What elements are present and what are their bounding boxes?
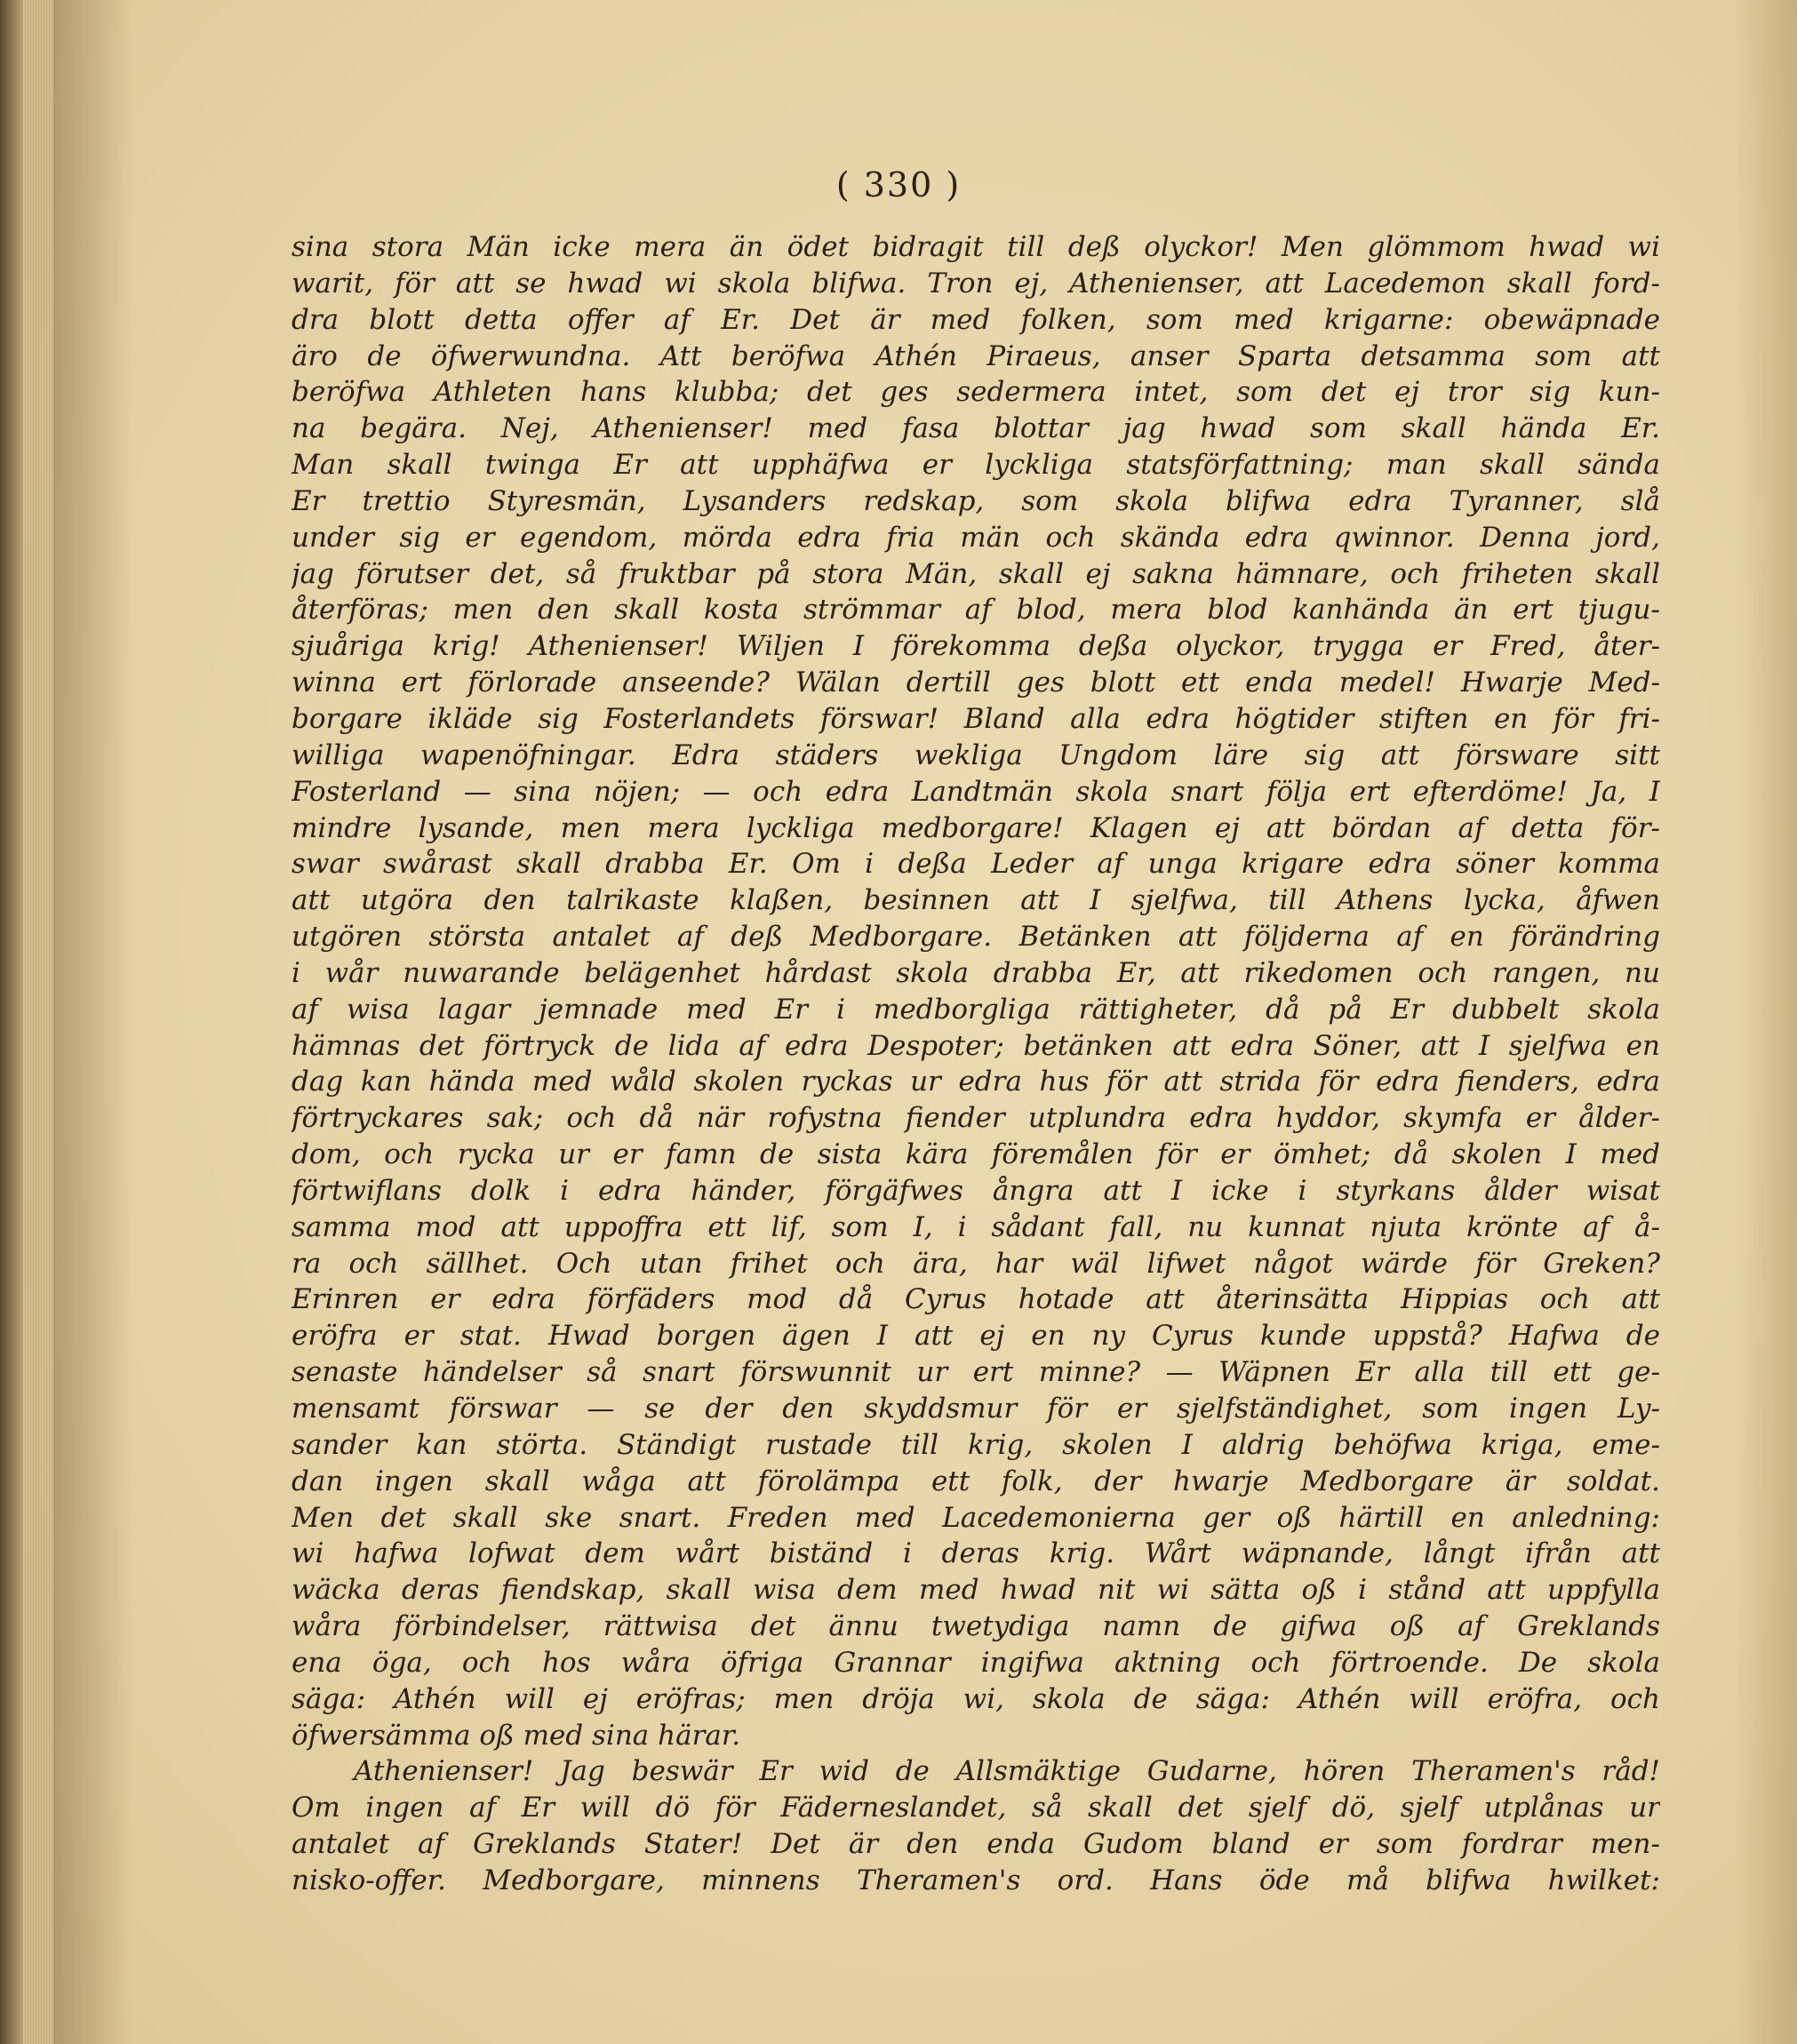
text-line: utgören största antalet af deß Medborgare. Betänken att följderna af en förändring <box>292 921 1660 954</box>
text-line: beröfwa Athleten hans klubba; det ges sedermera intet, som det ej tror sig kun- <box>292 376 1660 409</box>
text-line: Er trettio Styresmän, Lysanders redskap, som skola blifwa edra Tyranner, slå <box>292 484 1660 517</box>
text-line: wåra förbindelser, rättwisa det ännu twetydiga namn de gifwa oß af Greklands <box>292 1610 1660 1643</box>
text-line: winna ert förlorade anseende? Wälan dertill ges blott ett enda medel! Hwarje Med- <box>292 667 1660 699</box>
text-line: äro de öfwerwundna. Att beröfwa Athén Piraeus, anser Sparta detsamma som att <box>292 339 1660 372</box>
text-line: mindre lysande, men mera lyckliga medborgare! Klagen ej att bördan af detta för- <box>292 811 1660 844</box>
text-line: eröfra er stat. Hwad borgen ägen I att ej en ny Cyrus kunde uppstå? Hafwa de <box>292 1320 1660 1353</box>
text-line: hämnas det förtryck de lida af edra Despoter; betänken att edra Söner, att I sjelfwa en <box>292 1029 1660 1062</box>
text-line: Om ingen af Er will dö för Fäderneslandet, så skall det sjelf dö, sjelf utplånas ur <box>292 1792 1660 1824</box>
text-line: förtwiflans dolk i edra händer, förgäfwes ångra att I icke i styrkans ålder wisat <box>292 1174 1660 1207</box>
text-line: af wisa lagar jemnade med Er i medborgliga rättigheter, då på Er dubbelt skola <box>292 993 1660 1026</box>
text-line: under sig er egendom, mörda edra fria män och skända edra qwinnor. Denna jord, <box>292 521 1660 554</box>
text-line: jag förutser det, så fruktbar på stora Män, skall ej sakna hämnare, och friheten skall <box>292 557 1660 590</box>
text-line: swar swårast skall drabba Er. Om i deßa Leder af unga krigare edra söner komma <box>292 848 1660 881</box>
text-line: warit, för att se hwad wi skola blifwa. Tron ej, Athenienser, att Lacedemon skall ford- <box>292 267 1660 299</box>
text-line: Athenienser! Jag beswär Er wid de Allsmäktige Gudarne, hören Theramen's råd! <box>354 1755 1660 1788</box>
text-line: förtryckares sak; och då när rofystna fiender utplundra edra hyddor, skymfa er ålder- <box>292 1102 1660 1135</box>
text-line: öfwersämma oß med sina härar. <box>292 1719 741 1752</box>
page-edge-shadow <box>1735 0 1797 2044</box>
text-line: borgare ikläde sig Fosterlandets förswar! Bland alla edra högtider stiften en för fri- <box>292 702 1660 735</box>
text-line: ra och sällhet. Och utan frihet och ära, har wäl lifwet något wärde för Greken? <box>292 1247 1660 1280</box>
book-spine <box>0 0 23 2044</box>
text-line: samma mod att uppoffra ett lif, som I, i sådant fall, nu kunnat njuta krönte af å- <box>292 1210 1660 1243</box>
text-line: wi hafwa lofwat dem wårt biständ i deras krig. Wårt wäpnande, långt ifrån att <box>292 1537 1660 1570</box>
text-line: Man skall twinga Er att upphäfwa er lyckliga statsförfattning; man skall sända <box>292 449 1660 482</box>
text-line: säga: Athén will ej eröfras; men dröja wi, skola de säga: Athén will eröfra, och <box>292 1682 1660 1715</box>
text-line: Fosterland — sina nöjen; — och edra Landtmän skola snart följa ert efterdöme! Ja, I <box>292 775 1660 808</box>
text-line: Erinren er edra förfäders mod då Cyrus hotade att återinsätta Hippias och att <box>292 1283 1660 1316</box>
text-line: sina stora Män icke mera än ödet bidragit till deß olyckor! Men glömmom hwad wi <box>292 231 1660 263</box>
body-text <box>292 229 1660 1899</box>
page-edges <box>23 0 53 2044</box>
text-line: wäcka deras fiendskap, skall wisa dem med hwad nit wi sätta oß i stånd att uppfylla <box>292 1574 1660 1607</box>
text-line: dom, och rycka ur er famn de sista kära föremålen för er ömhet; då skolen I med <box>292 1138 1660 1171</box>
text-line: sander kan störta. Ständigt rustade till krig, skolen I aldrig behöfwa kriga, eme- <box>292 1428 1660 1461</box>
text-line: Men det skall ske snart. Freden med Lacedemonierna ger oß härtill en anledning: <box>292 1501 1660 1534</box>
text-line: återföras; men den skall kosta strömmar af blod, mera blod kanhända än ert tjugu- <box>292 594 1660 627</box>
text-line: na begära. Nej, Athenienser! med fasa blottar jag hwad som skall hända Er. <box>292 412 1660 445</box>
text-line: i wår nuwarande belägenhet hårdast skola drabba Er, att rikedomen och rangen, nu <box>292 956 1660 989</box>
text-line: dan ingen skall wåga att förolämpa ett folk, der hwarje Medborgare är soldat. <box>292 1465 1660 1497</box>
text-line: antalet af Greklands Stater! Det är den enda Gudom bland er som fordrar men- <box>292 1828 1660 1861</box>
text-line: mensamt förswar — se der den skyddsmur för er sjelfständighet, som ingen Ly- <box>292 1393 1660 1425</box>
text-line: sjuåriga krig! Athenienser! Wiljen I förekomma deßa olyckor, trygga er Fred, åter- <box>292 630 1660 663</box>
text-line: nisko-offer. Medborgare, minnens Theramen's ord. Hans öde må blifwa hwilket: <box>292 1864 1660 1896</box>
text-line: senaste händelser så snart förswunnit ur ert minne? — Wäpnen Er alla till ett ge- <box>292 1356 1660 1389</box>
text-line: ena öga, och hos wåra öfriga Grannar ingifwa aktning och förtroende. De skola <box>292 1646 1660 1679</box>
text-line: dag kan hända med wåld skolen ryckas ur edra hus för att strida för edra fienders, edra <box>292 1066 1660 1098</box>
gutter-shadow <box>53 0 133 2044</box>
text-line: dra blott detta offer af Er. Det är med folken, som med krigarne: obewäpnade <box>292 303 1660 336</box>
text-line: williga wapenöfningar. Edra städers wekliga Ungdom läre sig att försware sitt <box>292 739 1660 771</box>
page-number: ( 330 ) <box>835 165 962 204</box>
text-line: att utgöra den talrikaste klaßen, besinnen att I sjelfwa, till Athens lycka, åfwen <box>292 884 1660 917</box>
